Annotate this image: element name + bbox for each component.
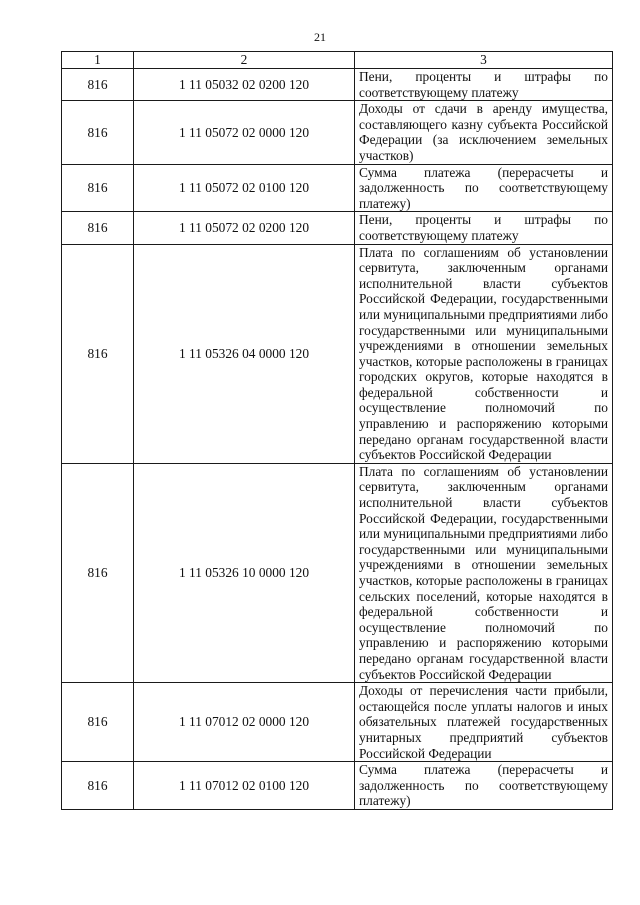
table-row [62, 244, 613, 463]
description-cell: Сумма платежа (перерасчеты и задолженность по соответствующему платежу) [355, 164, 613, 212]
description-cell: Доходы от сдачи в аренду имущества, составляющего казну субъекта Российской Федерации (за исключением земельных участков) [355, 101, 613, 164]
admin-code-cell: 816 [62, 762, 134, 810]
budget-code-cell: 1 11 07012 02 0000 120 [134, 683, 355, 762]
table-row [62, 101, 613, 164]
table-header-row [62, 52, 613, 69]
description-cell: Доходы от перечисления части прибыли, остающейся после уплаты налогов и иных обязательных платежей государственных унитарных предприятий субъектов Российской Федерации [355, 683, 613, 762]
table-row [62, 762, 613, 810]
admin-code-cell: 816 [62, 164, 134, 212]
budget-code-cell: 1 11 05072 02 0000 120 [134, 101, 355, 164]
budget-code-cell: 1 11 05326 10 0000 120 [134, 463, 355, 682]
description-cell: Плата по соглашениям об установлении сервитута, заключенным органами исполнительной власти субъектов Российской Федерации, государственными или муниципальными предприятиями либо государственными или муниципальными учреждениями в отношении земельных участков, которые расположены в границах городских округов, которые находятся в федеральной собственности и осуществление полномочий по управлению и распоряжению которыми передано органам государственной власти субъектов Российской Федерации [355, 244, 613, 463]
column-header-3: 3 [355, 52, 613, 69]
table-row [62, 69, 613, 101]
admin-code-cell: 816 [62, 244, 134, 463]
admin-code-cell: 816 [62, 683, 134, 762]
budget-code-cell: 1 11 05072 02 0200 120 [134, 212, 355, 244]
budget-code-cell: 1 11 05072 02 0100 120 [134, 164, 355, 212]
budget-code-cell: 1 11 05326 04 0000 120 [134, 244, 355, 463]
description-cell: Пени, проценты и штрафы по соответствующему платежу [355, 212, 613, 244]
admin-code-cell: 816 [62, 69, 134, 101]
budget-code-cell: 1 11 07012 02 0100 120 [134, 762, 355, 810]
page-number: 21 [314, 30, 326, 44]
table-row [62, 463, 613, 682]
description-cell: Плата по соглашениям об установлении сервитута, заключенным органами исполнительной власти субъектов Российской Федерации, государственными или муниципальными предприятиями либо государственными или муниципальными учреждениями в отношении земельных участков, которые расположены в границах сельских поселений, которые находятся в федеральной собственности и осуществление полномочий по управлению и распоряжению которыми передано органам государственной власти субъектов Российской Федерации [355, 463, 613, 682]
admin-code-cell: 816 [62, 212, 134, 244]
description-cell: Пени, проценты и штрафы по соответствующему платежу [355, 69, 613, 101]
table-row [62, 212, 613, 244]
table-row [62, 683, 613, 762]
column-header-1: 1 [62, 52, 134, 69]
admin-code-cell: 816 [62, 101, 134, 164]
table-row [62, 164, 613, 212]
column-header-2: 2 [134, 52, 355, 69]
revenue-codes-table [61, 51, 613, 810]
admin-code-cell: 816 [62, 463, 134, 682]
budget-code-cell: 1 11 05032 02 0200 120 [134, 69, 355, 101]
description-cell: Сумма платежа (перерасчеты и задолженность по соответствующему платежу) [355, 762, 613, 810]
